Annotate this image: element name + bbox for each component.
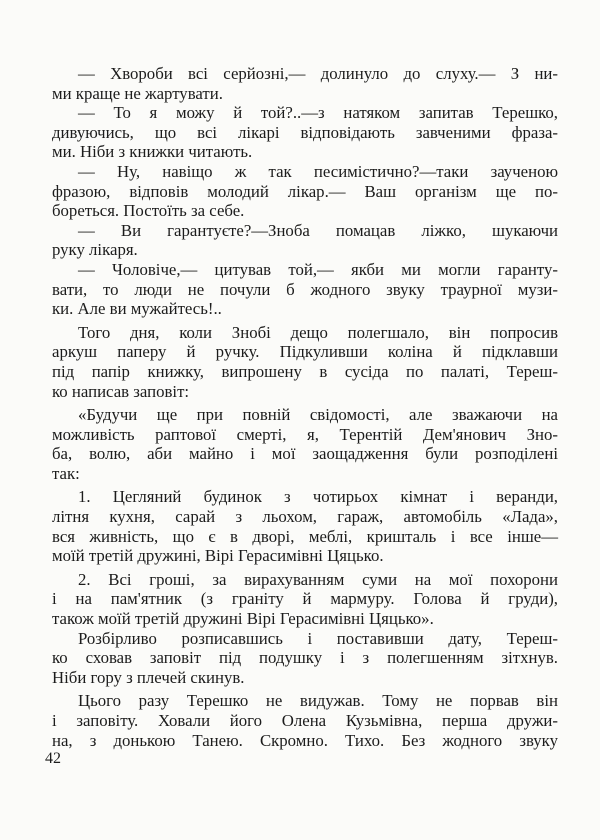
text-line: ми краще не жартувати.: [52, 83, 223, 103]
text-line: — То я можу й той?..—з натяком запитав Терешко,: [78, 103, 558, 123]
text-line: і заповіту. Ховали його Олена Кузьмівна, перша дружи-: [52, 711, 558, 730]
text-line: ки. Але ви мужайтесь!..: [52, 299, 222, 319]
page-body-text: [52, 64, 558, 750]
text-line: літня кухня, сарай з льохом, гараж, автомобіль «Лада»,: [52, 507, 558, 527]
text-line: Ніби гору з плечей скинув.: [52, 667, 245, 687]
text-line: Цього разу Терешко не видужав. Тому не порвав він: [78, 691, 558, 711]
text-line: Того дня, коли Знобі дещо полегшало, він попросив: [78, 322, 558, 342]
text-line: фразою, відповів молодий лікар.— Ваш організм ще по-: [52, 181, 558, 201]
text-line: ми. Ніби з книжки читають.: [52, 142, 253, 162]
text-line: ко написав заповіт:: [52, 381, 190, 401]
text-line: ба, волю, аби майно і мої заощадження були розподілені: [52, 444, 558, 464]
text-line: ко сховав заповіт під подушку і з полегшенням зітхнув.: [52, 648, 558, 668]
text-line: — Ну, навіщо ж так песимістично?—таки заученою: [78, 161, 558, 181]
text-line: аркуш паперу й ручку. Підкуливши коліна й підклавши: [52, 342, 558, 362]
text-line: Розбірливо розписавшись і поставивши дату, Тереш-: [78, 628, 558, 648]
paragraph: [52, 260, 558, 319]
paragraph: [52, 629, 558, 688]
text-line: на, з донькою Танею. Скромно. Тихо. Без жодного звуку: [52, 730, 558, 750]
paragraph: [52, 221, 558, 260]
text-line: — Хвороби всі серйозні,— долинуло до слуху.— З ни-: [78, 64, 558, 83]
text-line: руку лікаря.: [52, 240, 138, 260]
paragraph: [52, 323, 558, 401]
paragraph: [52, 405, 558, 483]
text-line: моїй третій дружині, Вірі Герасимівні Цяцько.: [52, 546, 384, 566]
text-line: також моїй третій дружині Вірі Герасимівні Цяцько».: [52, 609, 434, 629]
paragraph: [52, 64, 558, 103]
text-line: так:: [52, 463, 80, 483]
text-line: бореться. Постоїть за себе.: [52, 201, 245, 221]
text-line: — Чоловіче,— цитував той,— якби ми могли гаранту-: [78, 259, 558, 279]
page-number: 42: [45, 750, 61, 767]
text-line: дивуючись, що всі лікарі відповідають завченими фраза-: [52, 122, 558, 142]
text-line: «Будучи ще при повній свідомості, але зважаючи на: [78, 405, 558, 425]
text-line: вати, то люди не почули б жодного звуку траурної музи-: [52, 279, 558, 299]
paragraph: [52, 103, 558, 162]
text-line: 2. Всі гроші, за вирахуванням суми на мої похорони: [78, 569, 558, 589]
text-line: 1. Цегляний будинок з чотирьох кімнат і веранди,: [78, 487, 558, 507]
text-line: можливість раптової смерті, я, Терентій Дем'янович Зно-: [52, 424, 558, 444]
text-line: — Ви гарантуєте?—Зноба помацав ліжко, шукаючи: [78, 220, 558, 240]
text-line: вся живність, що є в дворі, меблі, кришталь і все інше—: [52, 526, 558, 546]
paragraph: [52, 487, 558, 565]
paragraph: [52, 570, 558, 629]
text-line: під папір книжку, випрошену в сусіда по палаті, Тереш-: [52, 361, 558, 381]
paragraph: [52, 691, 558, 750]
paragraph: [52, 162, 558, 221]
text-line: і на пам'ятник (з граніту й мармуру. Голова й груди),: [52, 589, 558, 609]
